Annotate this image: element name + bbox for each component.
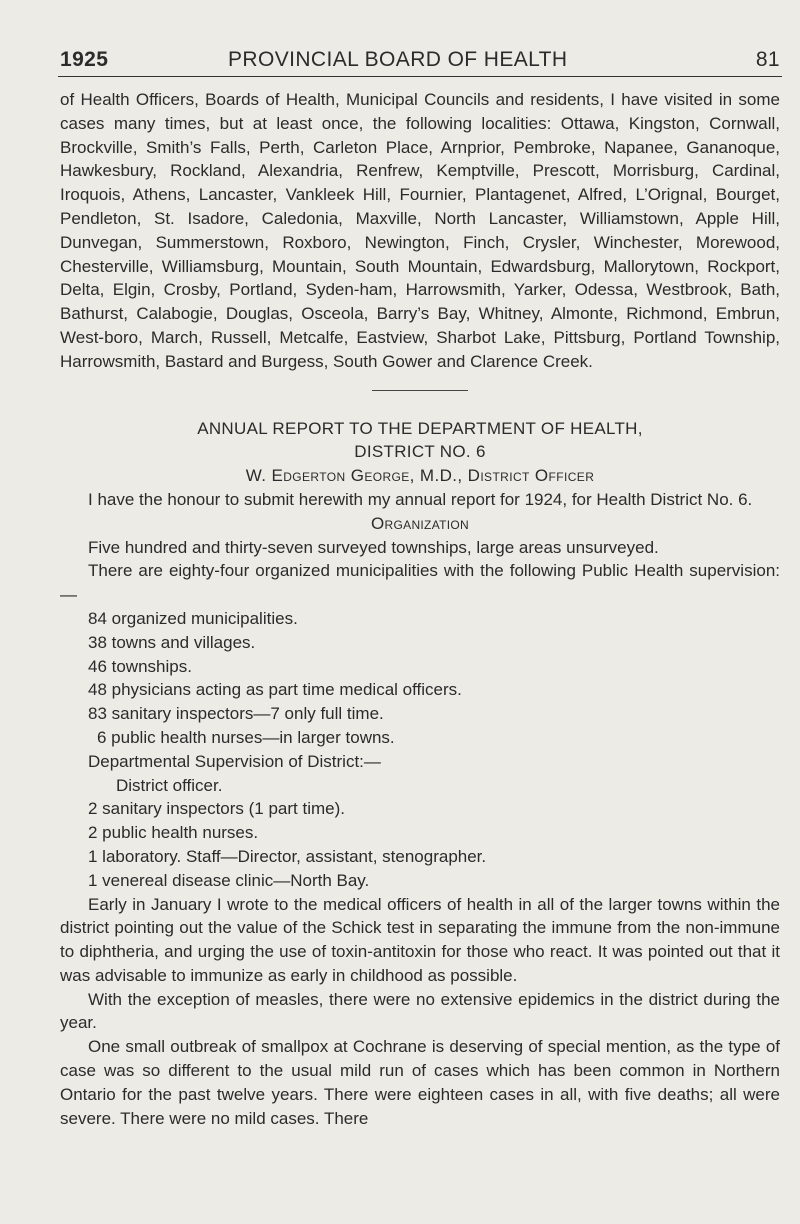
submit-paragraph: I have the honour to submit herewith my annual report for 1924, for Health District No. 6. bbox=[88, 489, 753, 509]
report-title-line-2: DISTRICT NO. 6 bbox=[354, 442, 486, 462]
list-item: 2 public health nurses. bbox=[88, 823, 259, 843]
departmental-supervision-heading: Departmental Supervision of District:— bbox=[88, 751, 381, 771]
running-header bbox=[60, 48, 780, 78]
supervision-list bbox=[60, 607, 780, 750]
header-title: PROVINCIAL BOARD OF HEALTH bbox=[228, 48, 568, 71]
localities-paragraph: of Health Officers, Boards of Health, Municipal Councils and residents, I have visited in some cases many times, but at least once, the following localities: Ottawa, Kingston, Cornwall, Brockville, Smith’s Falls, Perth, Carleton Place, Arnprior, Pembroke, Napanee, Gananoque, Hawkesbury, Rockland, Alexandria, Renfrew, Kemptville, Prescott, Morrisburg, Cardinal, Iroquois, Athens, Lancaster, Vankleek Hill, Fournier, Plantagenet, Alfred, L’Orignal, Bourget, Pendleton, St. Isadore, Caledonia, Maxville, North Lancaster, Williamstown, Apple Hill, Dunvegan, Summerstown, Roxboro, Newington, Finch, Crysler, Winchester, Morewood, Chesterville, Williamsburg, Mountain, South Mountain, Edwardsburg, Mallorytown, Rockport, Delta, Elgin, Crosby, Portland, Syden-ham, Harrowsmith, Yarker, Odessa, Westbrook, Bath, Bathurst, Calabogie, Douglas, Osceola, Barry’s Bay, Whitney, Almonte, Richmond, Embrun, West-boro, March, Russell, Metcalfe, Eastview, Sharbot Lake, Pittsburg, Portland Township, Harrowsmith, Bastard and Burgess, South Gower and Clarence Creek. bbox=[60, 90, 780, 371]
list-item: 6 public health nurses—in larger towns. bbox=[97, 727, 395, 747]
organization-heading: Organization bbox=[371, 513, 469, 533]
list-item: 38 towns and villages. bbox=[88, 632, 256, 652]
list-item: 1 venereal disease clinic—North Bay. bbox=[88, 870, 370, 890]
header-page-number: 81 bbox=[755, 48, 780, 71]
smallpox-paragraph: One small outbreak of smallpox at Cochrane is deserving of special mention, as the type of case was so different to the usual mild run of cases which has been common in Northern Ontario for the past twelve years. There were eighteen cases in all, with five deaths; all were severe. There were no mild cases. There bbox=[60, 1037, 780, 1128]
district-officer-byline: W. Edgerton George, M.D., District Officer bbox=[245, 466, 595, 486]
departmental-list bbox=[60, 774, 780, 893]
header-rule bbox=[58, 76, 782, 77]
organization-paragraph-1: Five hundred and thirty-seven surveyed townships, large areas unsurveyed. bbox=[88, 537, 659, 557]
schick-test-paragraph: Early in January I wrote to the medical officers of health in all of the larger towns within the district pointing out the value of the Schick test in separating the immune from the non-immune to diphtheria, and urging the use of toxin-antitoxin for those who react. It was pointed out that it was advisable to immunize as early in childhood as possible. bbox=[60, 894, 780, 985]
list-item: 1 laboratory. Staff—Director, assistant, stenographer. bbox=[88, 846, 487, 866]
measles-paragraph: With the exception of measles, there were no extensive epidemics in the district during the year. bbox=[60, 989, 780, 1033]
list-item: 46 townships. bbox=[88, 656, 192, 676]
list-item: 48 physicians acting as part time medical officers. bbox=[88, 680, 462, 700]
list-item: District officer. bbox=[116, 775, 223, 795]
section-divider bbox=[372, 390, 468, 391]
report-title-line-1: ANNUAL REPORT TO THE DEPARTMENT OF HEALTH, bbox=[197, 418, 643, 438]
header-year: 1925 bbox=[60, 48, 109, 71]
page-body bbox=[60, 88, 780, 1130]
list-item: 2 sanitary inspectors (1 part time). bbox=[88, 799, 345, 819]
organization-paragraph-2: There are eighty-four organized municipalities with the following Public Health supervision:— bbox=[60, 561, 780, 605]
list-item: 83 sanitary inspectors—7 only full time. bbox=[88, 704, 384, 724]
list-item: 84 organized municipalities. bbox=[88, 608, 298, 628]
